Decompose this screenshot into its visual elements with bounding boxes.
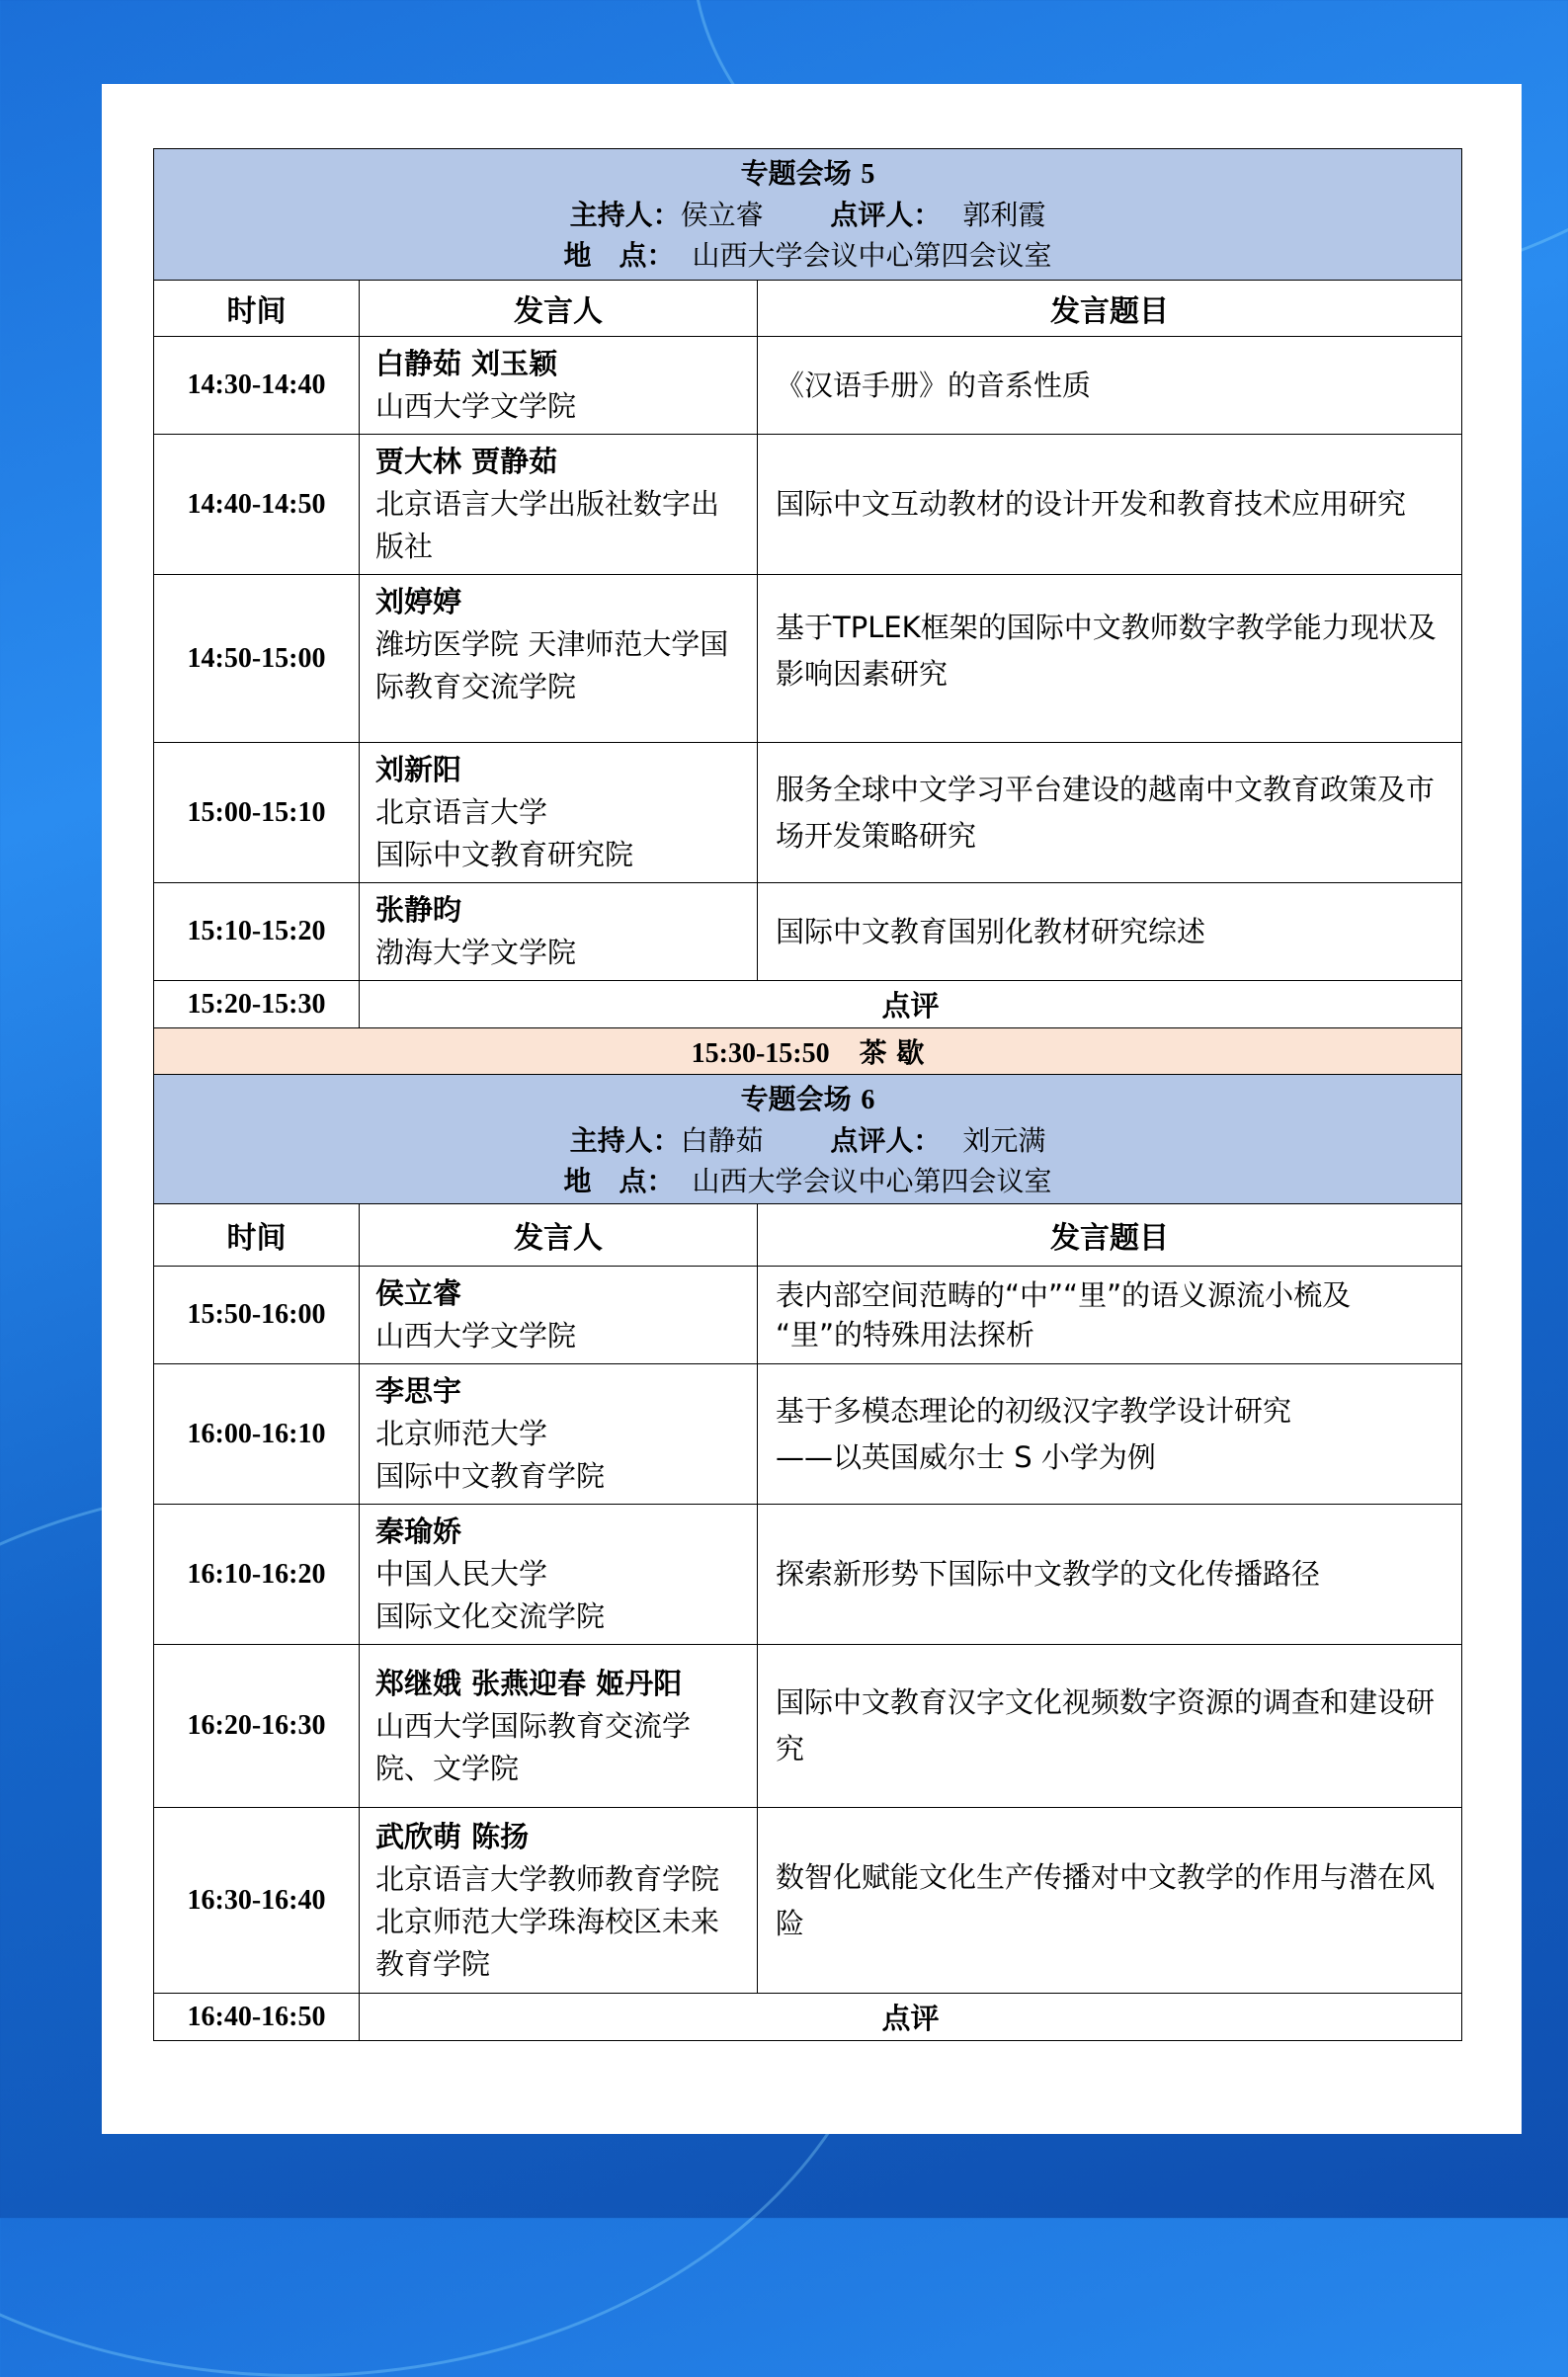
column-header-topic: 发言题目	[758, 1204, 1462, 1267]
speaker-names: 郑继娥 张燕迎春 姬丹阳	[375, 1666, 683, 1700]
talk-topic: 基于多模态理论的初级汉字教学设计研究	[776, 1393, 1292, 1428]
speaker-affiliation: 潍坊医学院 天津师范大学国际教育交流学院	[375, 627, 729, 703]
review-row	[154, 1994, 1462, 2041]
speaker-affiliation: 山西大学文学院	[375, 389, 577, 423]
speaker-names: 武欣萌 陈扬	[375, 1819, 530, 1853]
speaker-affiliation-line2: 国际中文教育研究院	[375, 838, 634, 871]
table-row	[154, 883, 1462, 981]
time-slot: 14:40-14:50	[154, 435, 360, 575]
session-6-header	[154, 1075, 1462, 1204]
table-row	[154, 1267, 1462, 1364]
tea-break-time: 15:30-15:50	[691, 1038, 830, 1069]
host-name: 白静茹	[680, 1124, 764, 1157]
speaker-names: 刘婷婷	[375, 585, 462, 618]
schedule-page	[102, 84, 1522, 2134]
time-slot: 15:50-16:00	[154, 1267, 360, 1364]
review-label: 点评	[360, 981, 1462, 1028]
review-label: 点评	[360, 1994, 1462, 2041]
speaker-affiliation: 北京语言大学教师教育学院 北京师范大学珠海校区未来教育学院	[375, 1861, 720, 1981]
speaker-affiliation: 北京语言大学出版社数字出版社	[375, 487, 720, 563]
session-number: 6	[861, 1085, 875, 1115]
speaker-affiliation: 中国人民大学	[375, 1557, 548, 1591]
talk-topic: 探索新形势下国际中文教学的文化传播路径	[758, 1505, 1462, 1645]
talk-topic: 《汉语手册》的音系性质	[758, 337, 1462, 435]
column-header-topic: 发言题目	[758, 281, 1462, 337]
talk-topic: 国际中文教育国别化教材研究综述	[758, 883, 1462, 981]
column-header-speaker: 发言人	[360, 281, 758, 337]
column-header-time: 时间	[154, 1204, 360, 1267]
table-row	[154, 575, 1462, 743]
speaker-affiliation: 北京师范大学	[375, 1417, 548, 1450]
speaker-names: 秦瑜娇	[375, 1515, 462, 1548]
time-slot: 16:20-16:30	[154, 1645, 360, 1808]
talk-topic: 基于TPLEK框架的国际中文教师数字教学能力现状及影响因素研究	[758, 575, 1462, 743]
talk-topic: 国际中文教育汉字文化视频数字资源的调查和建设研究	[758, 1645, 1462, 1808]
speaker-names: 贾大林 贾静茹	[375, 445, 558, 478]
speaker-affiliation: 北京语言大学	[375, 795, 548, 829]
location: 山西大学会议中心第四会议室	[692, 1165, 1052, 1197]
table-row	[154, 1645, 1462, 1808]
speaker-names: 刘新阳	[375, 753, 462, 786]
time-slot: 15:20-15:30	[154, 981, 360, 1028]
speaker-affiliation-line2: 国际文化交流学院	[375, 1599, 606, 1633]
time-slot: 16:10-16:20	[154, 1505, 360, 1645]
talk-subtitle: ——以英国威尔士 S 小学为例	[776, 1439, 1156, 1474]
reviewer-label: 点评人：	[830, 199, 942, 231]
talk-topic: 服务全球中文学习平台建设的越南中文教育政策及市场开发策略研究	[758, 743, 1462, 883]
speaker-affiliation: 山西大学国际教育交流学院、文学院	[375, 1708, 692, 1785]
session-5-header	[154, 149, 1462, 281]
table-row	[154, 1364, 1462, 1505]
table-row	[154, 337, 1462, 435]
session-number: 5	[861, 159, 875, 190]
location-label: 地 点：	[563, 1165, 675, 1197]
column-header-speaker: 发言人	[360, 1204, 758, 1267]
schedule-table	[153, 148, 1462, 2041]
table-row	[154, 435, 1462, 575]
speaker-names: 侯立睿	[375, 1276, 462, 1310]
time-slot: 16:00-16:10	[154, 1364, 360, 1505]
table-row	[154, 1505, 1462, 1645]
speaker-affiliation-line2: 国际中文教育学院	[375, 1459, 606, 1493]
speaker-affiliation: 渤海大学文学院	[375, 936, 577, 969]
talk-topic: 数智化赋能文化生产传播对中文教学的作用与潜在风险	[758, 1808, 1462, 1994]
location-label: 地 点：	[563, 239, 675, 272]
host-name: 侯立睿	[680, 199, 764, 231]
host-label: 主持人：	[569, 199, 681, 231]
reviewer-name: 刘元满	[962, 1124, 1046, 1157]
time-slot: 16:40-16:50	[154, 1994, 360, 2041]
time-slot: 15:10-15:20	[154, 883, 360, 981]
time-slot: 15:00-15:10	[154, 743, 360, 883]
tea-break-label: 茶 歇	[859, 1036, 925, 1069]
session-title: 专题会场	[740, 157, 862, 190]
location: 山西大学会议中心第四会议室	[692, 239, 1052, 272]
time-slot: 14:50-15:00	[154, 575, 360, 743]
speaker-names: 白静茹 刘玉颖	[375, 347, 558, 380]
table-row	[154, 1808, 1462, 1994]
time-slot: 14:30-14:40	[154, 337, 360, 435]
talk-topic: 国际中文互动教材的设计开发和教育技术应用研究	[758, 435, 1462, 575]
speaker-names: 张静昀	[375, 893, 462, 927]
tea-break	[154, 1028, 1462, 1075]
column-header-time: 时间	[154, 281, 360, 337]
reviewer-name: 郭利霞	[962, 199, 1046, 231]
table-row	[154, 743, 1462, 883]
talk-topic: 表内部空间范畴的“中”“里”的语义源流小梳及 “里”的特殊用法探析	[758, 1267, 1462, 1364]
speaker-affiliation: 山西大学文学院	[375, 1319, 577, 1352]
session-title: 专题会场	[740, 1083, 862, 1115]
host-label: 主持人：	[569, 1124, 681, 1157]
reviewer-label: 点评人：	[830, 1124, 942, 1157]
speaker-names: 李思宇	[375, 1374, 462, 1408]
review-row	[154, 981, 1462, 1028]
time-slot: 16:30-16:40	[154, 1808, 360, 1994]
